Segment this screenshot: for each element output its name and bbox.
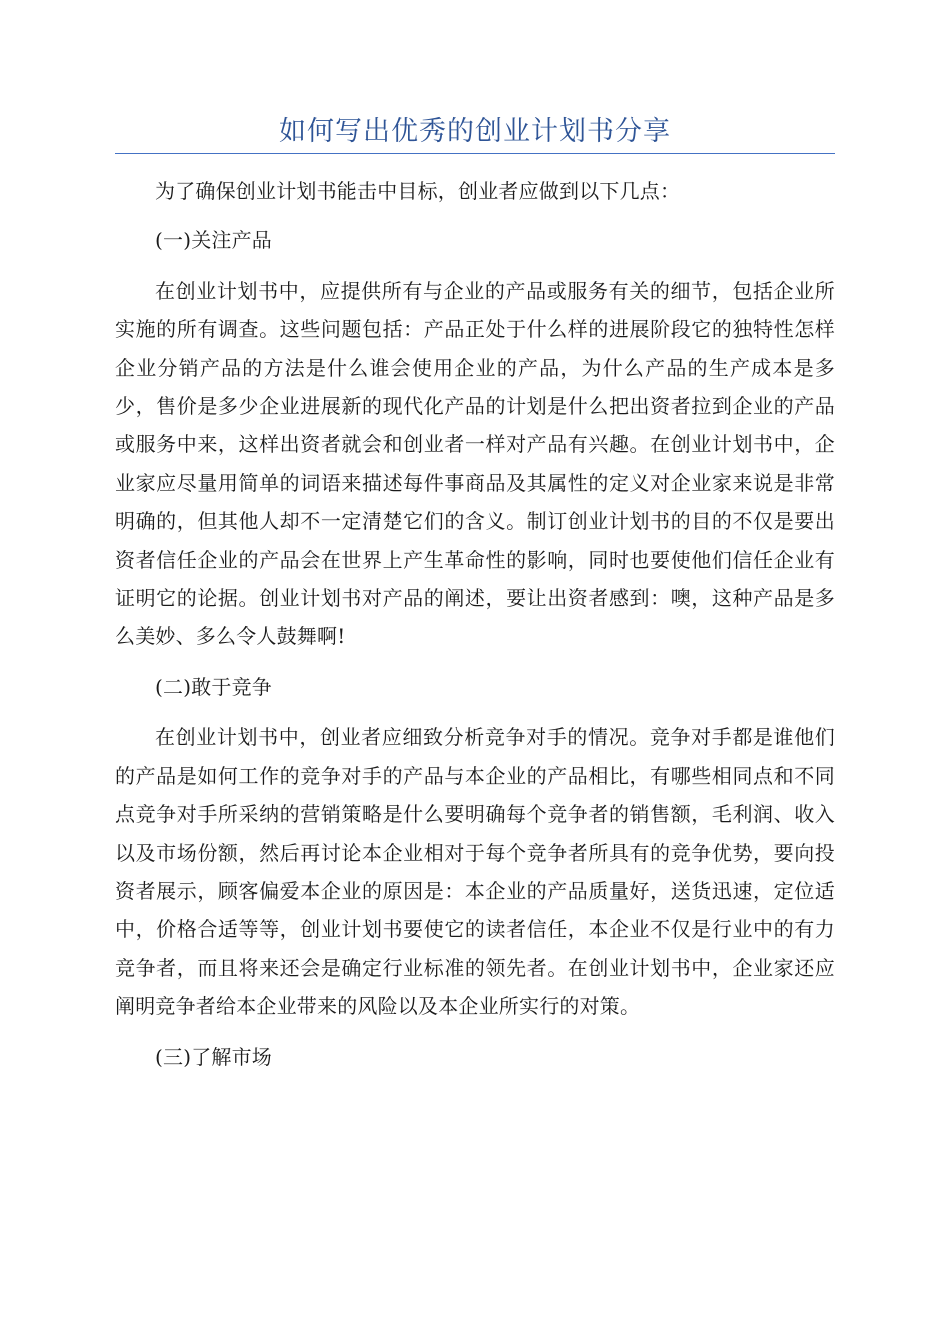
section-heading-competition: (二)敢于竞争 — [155, 674, 273, 699]
section-heading-market: (三)了解市场 — [155, 1044, 273, 1069]
intro-paragraph: 为了确保创业计划书能击中目标，创业者应做到以下几点： — [155, 179, 681, 203]
section-body-competition: 在创业计划书中，创业者应细致分析竞争对手的情况。竞争对手都是谁他们的产品是如何工作的竞争对手的产品与本企业的产品相比，有哪些相同点和不同点竞争对手所采纳的营销策略是什么要明确每个竞争者的销售额，毛利润、收入以及市场份额，然后再讨论本企业相对于每个竞争者所具有的竞争优势，要向投资者展示，顾客偏爱本企业的原因是：本企业的产品质量好，送货迅速，定位适中，价格合适等等，创业计划书要使它的读者信任，本企业不仅是行业中的有力竞争者，而且将来还会是确定行业标准的领先者。在创业计划书中，企业家还应阐明竞争者给本企业带来的风险以及本企业所实行的对策。 — [115, 725, 835, 1019]
document-body — [115, 172, 835, 1076]
section-heading-product: (一)关注产品 — [155, 228, 273, 253]
title-underline — [115, 153, 835, 154]
section-body-product: 在创业计划书中，应提供所有与企业的产品或服务有关的细节，包括企业所实施的所有调查。这些问题包括：产品正处于什么样的进展阶段它的独特性怎样企业分销产品的方法是什么谁会使用企业的产品，为什么产品的生产成本是多少，售价是多少企业进展新的现代化产品的计划是什么把出资者拉到企业的产品或服务中来，这样出资者就会和创业者一样对产品有兴趣。在创业计划书中，企业家应尽量用简单的词语来描述每件事商品及其属性的定义对企业家来说是非常明确的，但其他人却不一定清楚它们的含义。制订创业计划书的目的不仅是要出资者信任企业的产品会在世界上产生革命性的影响，同时也要使他们信任企业有证明它的论据。创业计划书对产品的阐述，要让出资者感到：噢，这种产品是多么美妙、多么令人鼓舞啊! — [115, 278, 835, 649]
document-title: 如何写出优秀的创业计划书分享 — [279, 116, 671, 147]
